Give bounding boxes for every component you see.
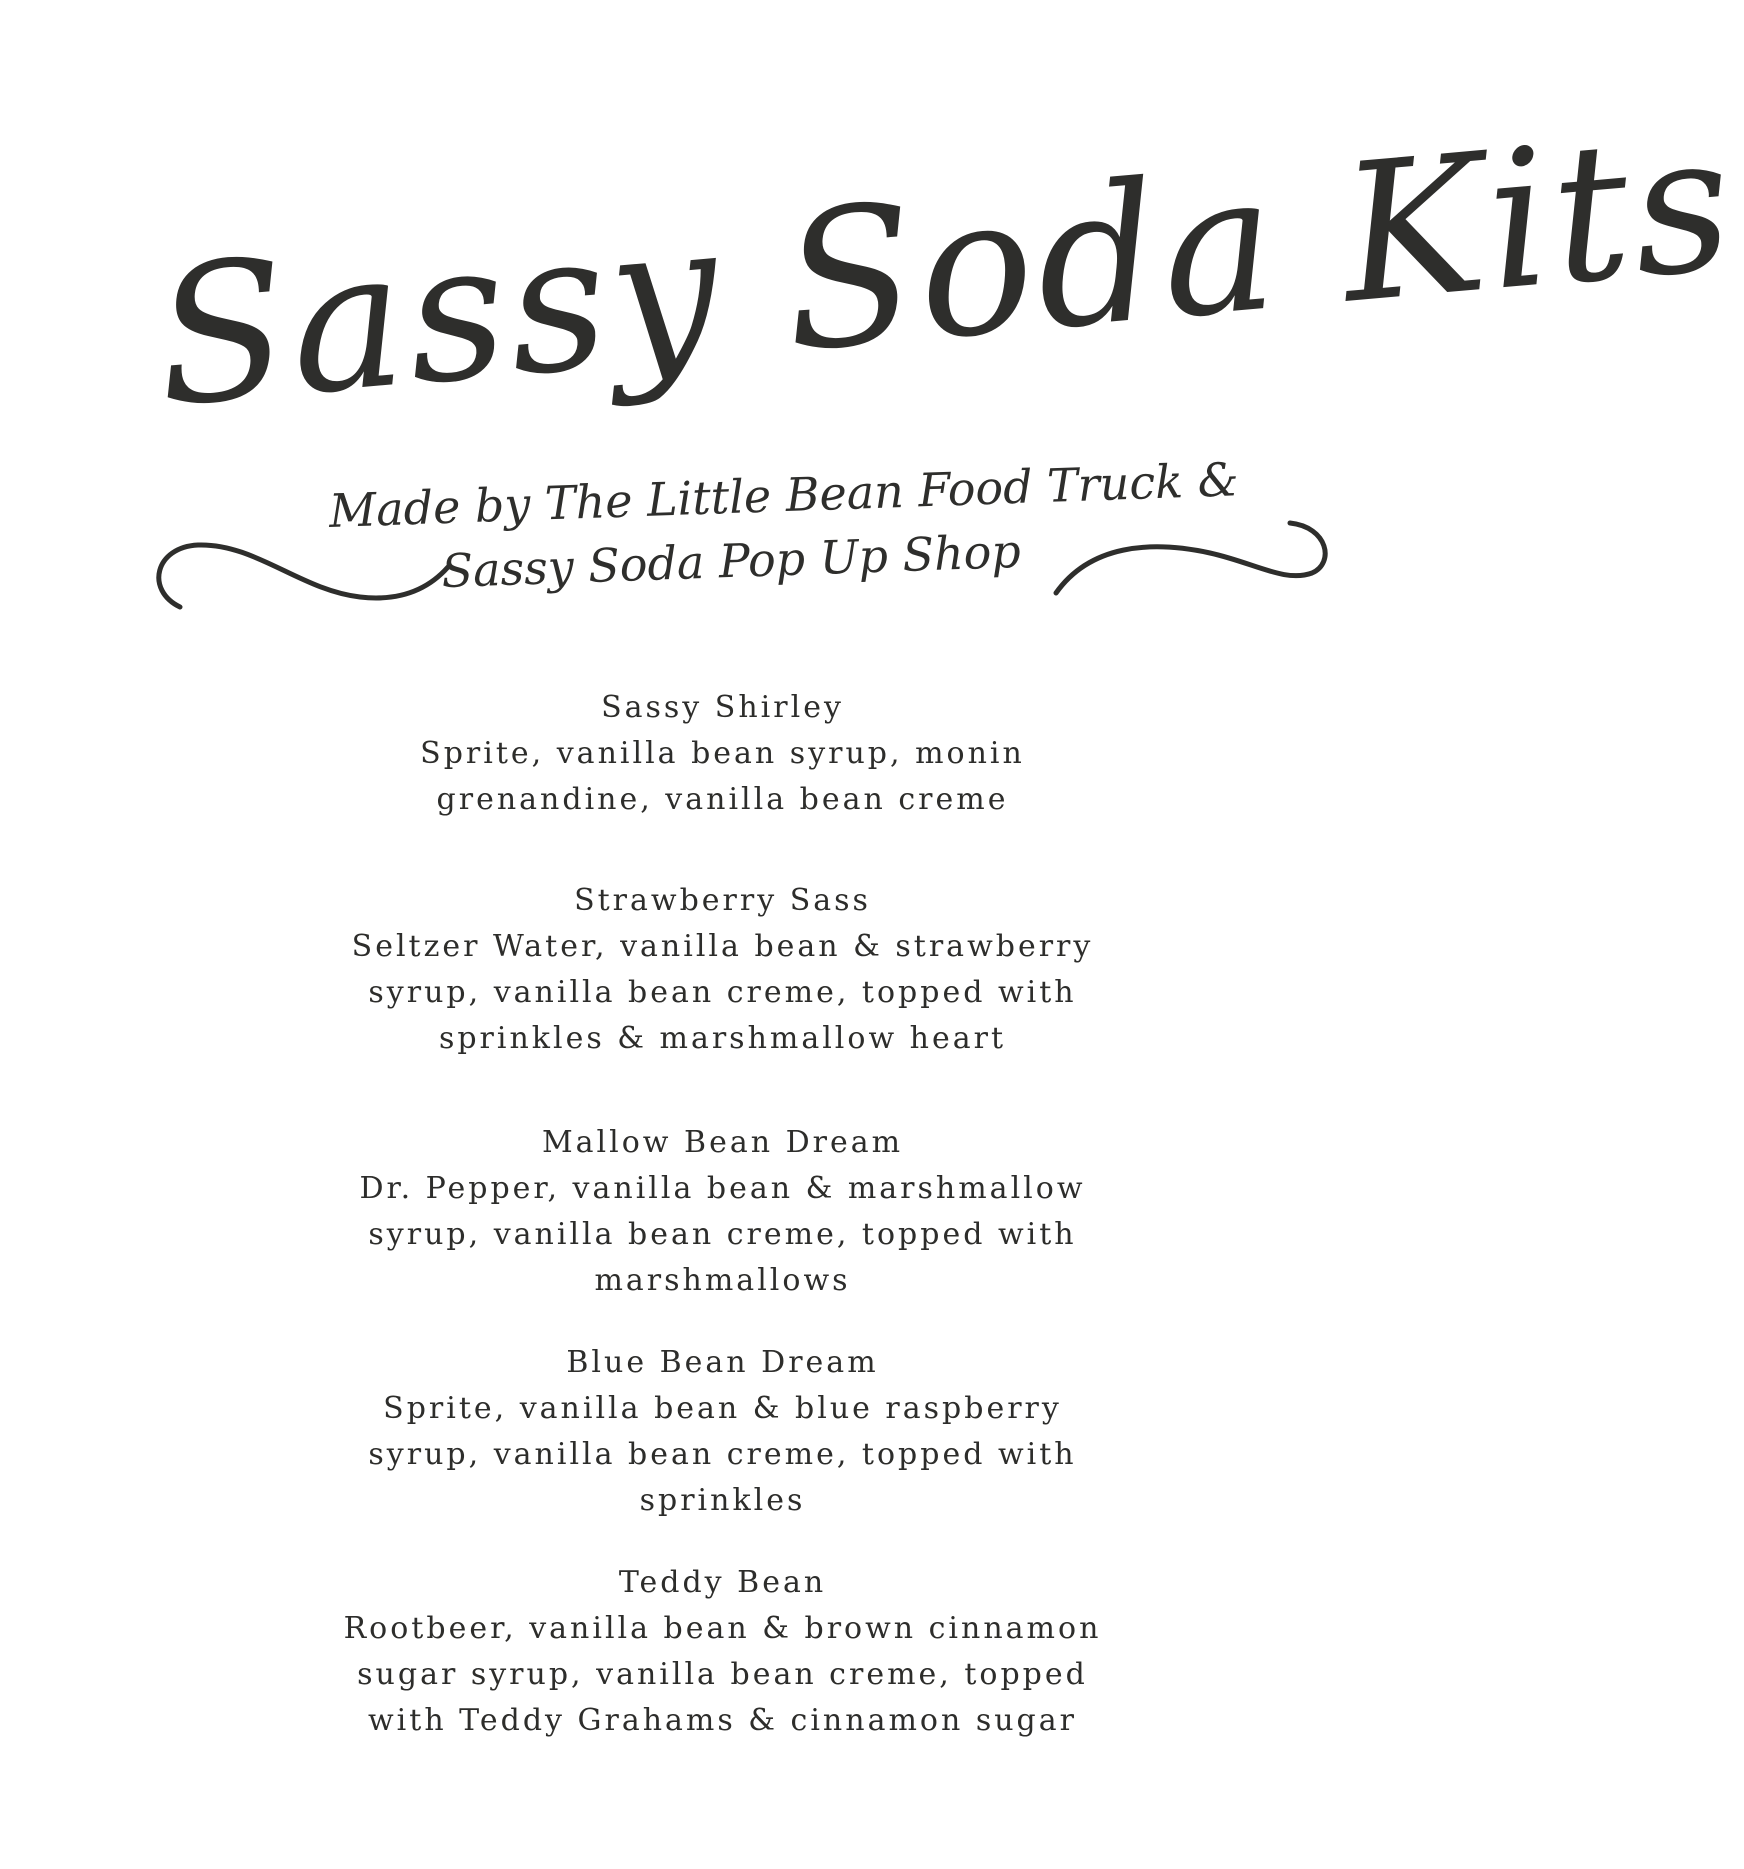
drink-name: Sassy Shirley [601, 690, 844, 725]
subtitle [328, 451, 1240, 607]
drink-name: Mallow Bean Dream [541, 1125, 904, 1160]
menu-item [300, 1340, 1145, 1524]
page-title: Sassy Soda Kits [147, 91, 1744, 450]
drink-description: Sprite, vanilla bean syrup, monin grenandine, vanilla bean creme [420, 736, 1025, 817]
menu-item [300, 1120, 1145, 1304]
subtitle-line-2: Sassy Soda Pop Up Shop [440, 523, 1022, 599]
drink-description: Seltzer Water, vanilla bean & strawberry syrup, vanilla bean creme, topped with sprinkles & marshmallow heart [351, 929, 1094, 1056]
menu-item [300, 685, 1145, 823]
subtitle-line-1: Made by The Little Bean Food Truck & [328, 452, 1240, 538]
drink-description: Sprite, vanilla bean & blue raspberry syrup, vanilla bean creme, topped with sprinkles [368, 1391, 1077, 1518]
right-swash-ornament [1050, 515, 1330, 595]
drink-description: Rootbeer, vanilla bean & brown cinnamon sugar syrup, vanilla bean creme, topped with Teddy Grahams & cinnamon sugar [343, 1611, 1102, 1738]
menu-item [300, 1560, 1145, 1744]
drink-menu [300, 685, 1145, 1744]
drink-name: Blue Bean Dream [566, 1345, 879, 1380]
menu-item [300, 878, 1145, 1062]
drink-name: Strawberry Sass [574, 883, 871, 918]
menu-header [0, 0, 1744, 640]
drink-name: Teddy Bean [618, 1565, 827, 1600]
drink-description: Dr. Pepper, vanilla bean & marshmallow syrup, vanilla bean creme, topped with marshmallows [359, 1171, 1086, 1298]
